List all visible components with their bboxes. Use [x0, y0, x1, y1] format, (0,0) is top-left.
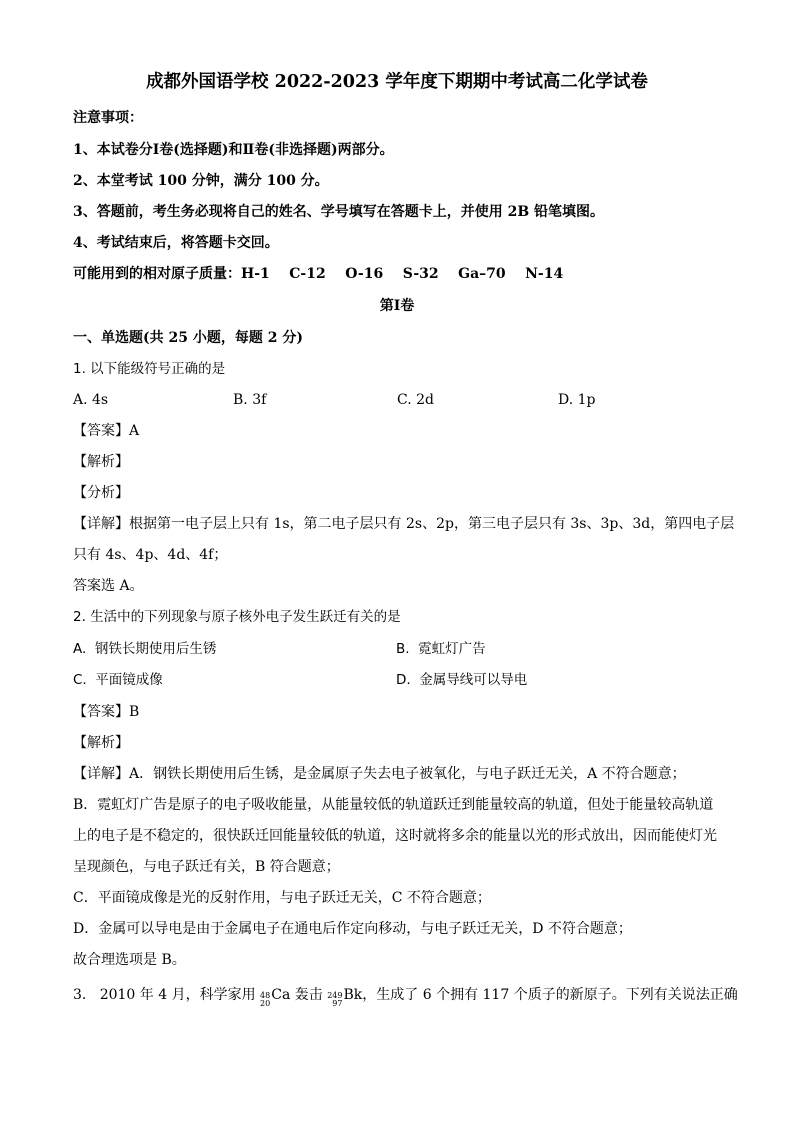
q2-analysis-label: 【解析】 [73, 735, 129, 751]
q1-detail-line-1: 【详解】根据第一电子层上只有 1s，第二电子层只有 2s、2p，第三电子层只有 3s、3p、3d，第四电子层 [73, 516, 735, 532]
q1-fenxi-label: 【分析】 [73, 485, 129, 501]
q2-option-b: B. 霓虹灯广告 [396, 641, 486, 657]
ca-symbol: Ca [271, 987, 291, 1003]
q1-option-c: C. 2d [397, 392, 434, 408]
q2-detail-d: D．金属可以导电是由于金属电子在通电后作定向移动，与电子跃迁无关，D 不符合题意； [73, 921, 632, 937]
notice-item-2: 2、本堂考试 100 分钟，满分 100 分。 [73, 173, 329, 189]
q2-conclusion: 故合理选项是 B。 [73, 952, 186, 968]
exam-title: 成都外国语学校 2022-2023 学年度下期期中考试高二化学试卷 [146, 72, 648, 92]
q1-analysis-label: 【解析】 [73, 454, 129, 470]
q2-option-a: A. 钢铁长期使用后生锈 [73, 641, 217, 657]
question-2-stem: 2. 生活中的下列现象与原子核外电子发生跃迁有关的是 [73, 609, 401, 625]
atomic-masses: 可能用到的相对原子质量：H-1 C-12 O-16 S-32 Ga–70 N-14 [73, 266, 564, 282]
ca-mass-number: 48 [260, 991, 271, 1000]
q2-option-d: D. 金属导线可以导电 [396, 672, 528, 688]
notice-item-4: 4、考试结束后，将答题卡交回。 [73, 235, 279, 251]
section-heading: 一、单选题(共 25 小题，每题 2 分) [73, 330, 303, 346]
q1-option-b: B. 3f [233, 392, 267, 408]
q1-detail-line-2: 只有 4s、4p、4d、4f； [73, 547, 228, 563]
ca-atomic-number: 20 [260, 999, 271, 1008]
q2-answer: 【答案】B [73, 704, 140, 720]
volume-label: 第Ⅰ卷 [379, 298, 415, 314]
q2-detail-b-line-3: 呈现颜色，与电子跃迁有关，B 符合题意； [73, 859, 340, 875]
q2-option-c: C. 平面镜成像 [73, 672, 163, 688]
q3-stem-prefix: 3. 2010 年 4 月，科学家用 [73, 987, 261, 1003]
notice-item-3: 3、答题前，考生务必现将自己的姓名、学号填写在答题卡上，并使用 2B 铅笔填图。 [73, 204, 605, 220]
q2-detail-a: 【详解】A．钢铁长期使用后生锈，是金属原子失去电子被氧化，与电子跃迁无关，A 不符合题意； [73, 766, 686, 782]
q3-stem-middle: 轰击 [290, 987, 328, 1003]
question-3-stem [73, 985, 738, 1008]
question-1-stem: 1. 以下能级符号正确的是 [73, 361, 226, 377]
notice-item-1: 1、本试卷分Ⅰ卷(选择题)和Ⅱ卷(非选择题)两部分。 [73, 142, 394, 158]
bk-mass-number: 249 [327, 991, 343, 1000]
q1-conclusion: 答案选 A。 [73, 578, 144, 594]
q1-option-d: D. 1p [558, 392, 596, 408]
q1-option-a: A. 4s [73, 392, 109, 408]
q1-answer: 【答案】A [73, 423, 140, 439]
berkelium-isotope [327, 985, 362, 1008]
q2-detail-b-line-1: B．霓虹灯广告是原子的电子吸收能量，从能量较低的轨道跃迁到能量较高的轨道，但处于能量较高轨道 [73, 797, 714, 813]
bk-atomic-number: 97 [332, 999, 343, 1008]
notice-heading: 注意事项： [73, 110, 143, 126]
q2-detail-c: C．平面镜成像是光的反射作用，与电子跃迁无关，C 不符合题意； [73, 890, 491, 906]
q2-detail-b-line-2: 上的电子是不稳定的，很快跃迁回能量较低的轨道，这时就将多余的能量以光的形式放出，因而能使灯光 [73, 828, 717, 844]
q3-stem-suffix: ，生成了 6 个拥有 117 个质子的新原子。下列有关说法正确 [362, 987, 738, 1003]
bk-symbol: Bk [343, 987, 363, 1003]
calcium-isotope [260, 985, 290, 1008]
